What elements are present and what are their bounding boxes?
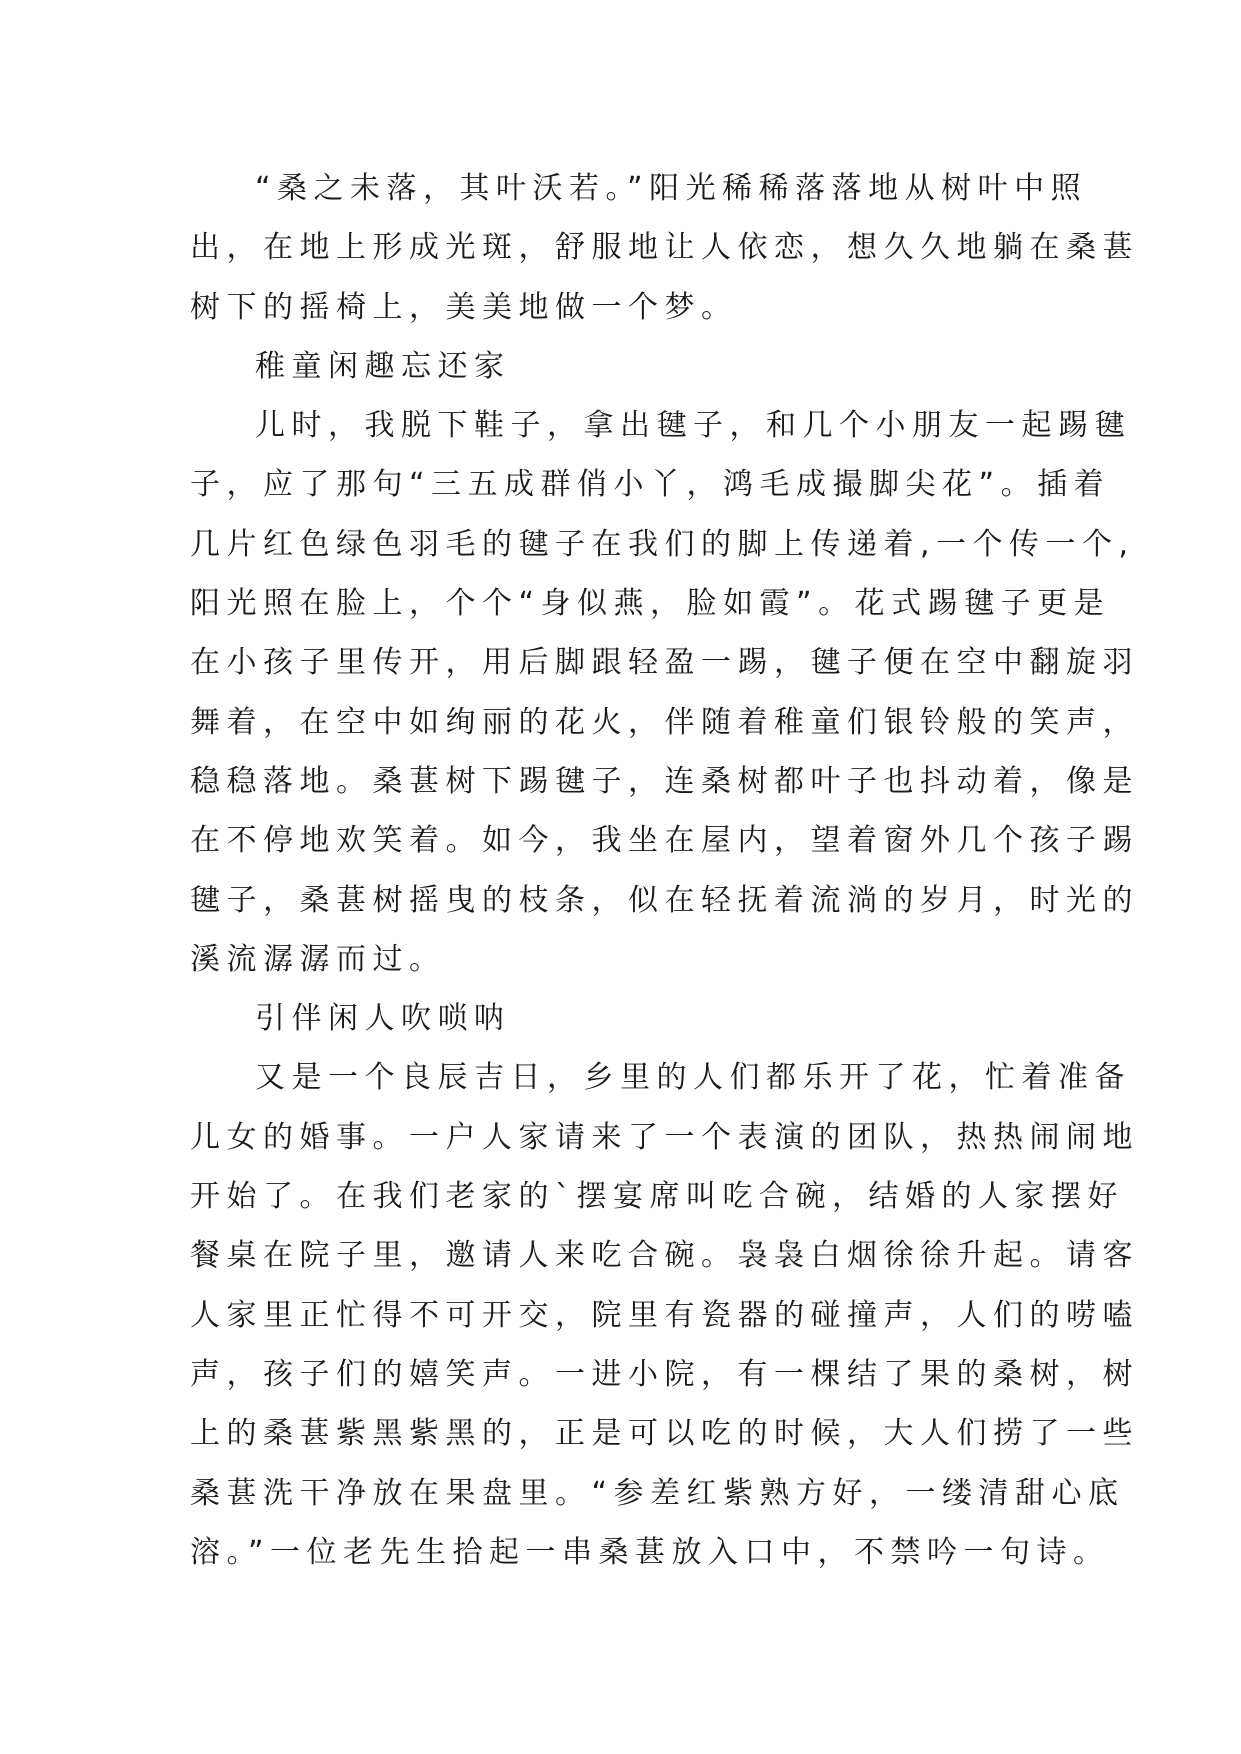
paragraph-3-line: 上的桑葚紫黑紫黑的，正是可以吃的时候，大人们捞了一些: [190, 1416, 1139, 1452]
paragraph-3-line: 儿女的婚事。一户人家请来了一个表演的团队，热热闹闹地: [190, 1119, 1139, 1155]
paragraph-3-line: 餐桌在院子里，邀请人来吃合碗。袅袅白烟徐徐升起。请客: [190, 1238, 1139, 1274]
section-heading: 稚童闲趣忘还家: [255, 348, 511, 384]
paragraph-1-line: “桑之未落，其叶沃若。”阳光稀稀落落地从树叶中照: [255, 171, 1088, 206]
paragraph-2-line: 儿时，我脱下鞋子，拿出毽子，和几个小朋友一起踢毽: [255, 408, 1131, 444]
paragraph-2-line: 溪流潺潺而过。: [190, 941, 446, 977]
paragraph-3-line: 又是一个良辰吉日，乡里的人们都乐开了花，忙着准备: [255, 1060, 1131, 1096]
paragraph-3-line: 人家里正忙得不可开交，院里有瓷器的碰撞声，人们的唠嗑: [190, 1297, 1139, 1333]
paragraph-3-line: 溶。”一位老先生拾起一串桑葚放入口中，不禁吟一句诗。: [190, 1534, 1110, 1570]
paragraph-2-line: 在小孩子里传开，用后脚跟轻盈一踢，毽子便在空中翻旋羽: [190, 645, 1139, 681]
paragraph-2-line: 舞着，在空中如绚丽的花火，伴随着稚童们银铃般的笑声，: [190, 704, 1139, 740]
paragraph-3-line: 开始了。在我们老家的`摆宴席叫吃合碗，结婚的人家摆好: [190, 1179, 1124, 1215]
paragraph-2-line: 在不停地欢笑着。如今，我坐在屋内，望着窗外几个孩子踢: [190, 823, 1139, 859]
paragraph-2-line: 稳稳落地。桑葚树下踢毽子，连桑树都叶子也抖动着，像是: [190, 763, 1139, 799]
paragraph-3-line: 声，孩子们的嬉笑声。一进小院，有一棵结了果的桑树，树: [190, 1356, 1139, 1392]
paragraph-2-line: 阳光照在脸上，个个“身似燕，脸如霞”。花式踢毽子更是: [190, 586, 1111, 622]
paragraph-1-line: 树下的摇椅上，美美地做一个梦。: [190, 289, 738, 325]
paragraph-2-line: 毽子，桑葚树摇曳的枝条，似在轻抚着流淌的岁月，时光的: [190, 882, 1139, 918]
paragraph-2-line: 子，应了那句“三五成群俏小丫，鸿毛成撮脚尖花”。插着: [190, 467, 1111, 503]
section-heading: 引伴闲人吹唢呐: [255, 1001, 511, 1037]
paragraph-3-line: 桑葚洗干净放在果盘里。“参差红紫熟方好，一缕清甜心底: [190, 1475, 1125, 1511]
paragraph-2-line: 几片红色绿色羽毛的毽子在我们的脚上传递着,一个传一个,: [190, 526, 1135, 562]
text-body: [190, 159, 1139, 1582]
paragraph-1-line: 出，在地上形成光斑，舒服地让人依恋，想久久地躺在桑葚: [190, 230, 1139, 266]
